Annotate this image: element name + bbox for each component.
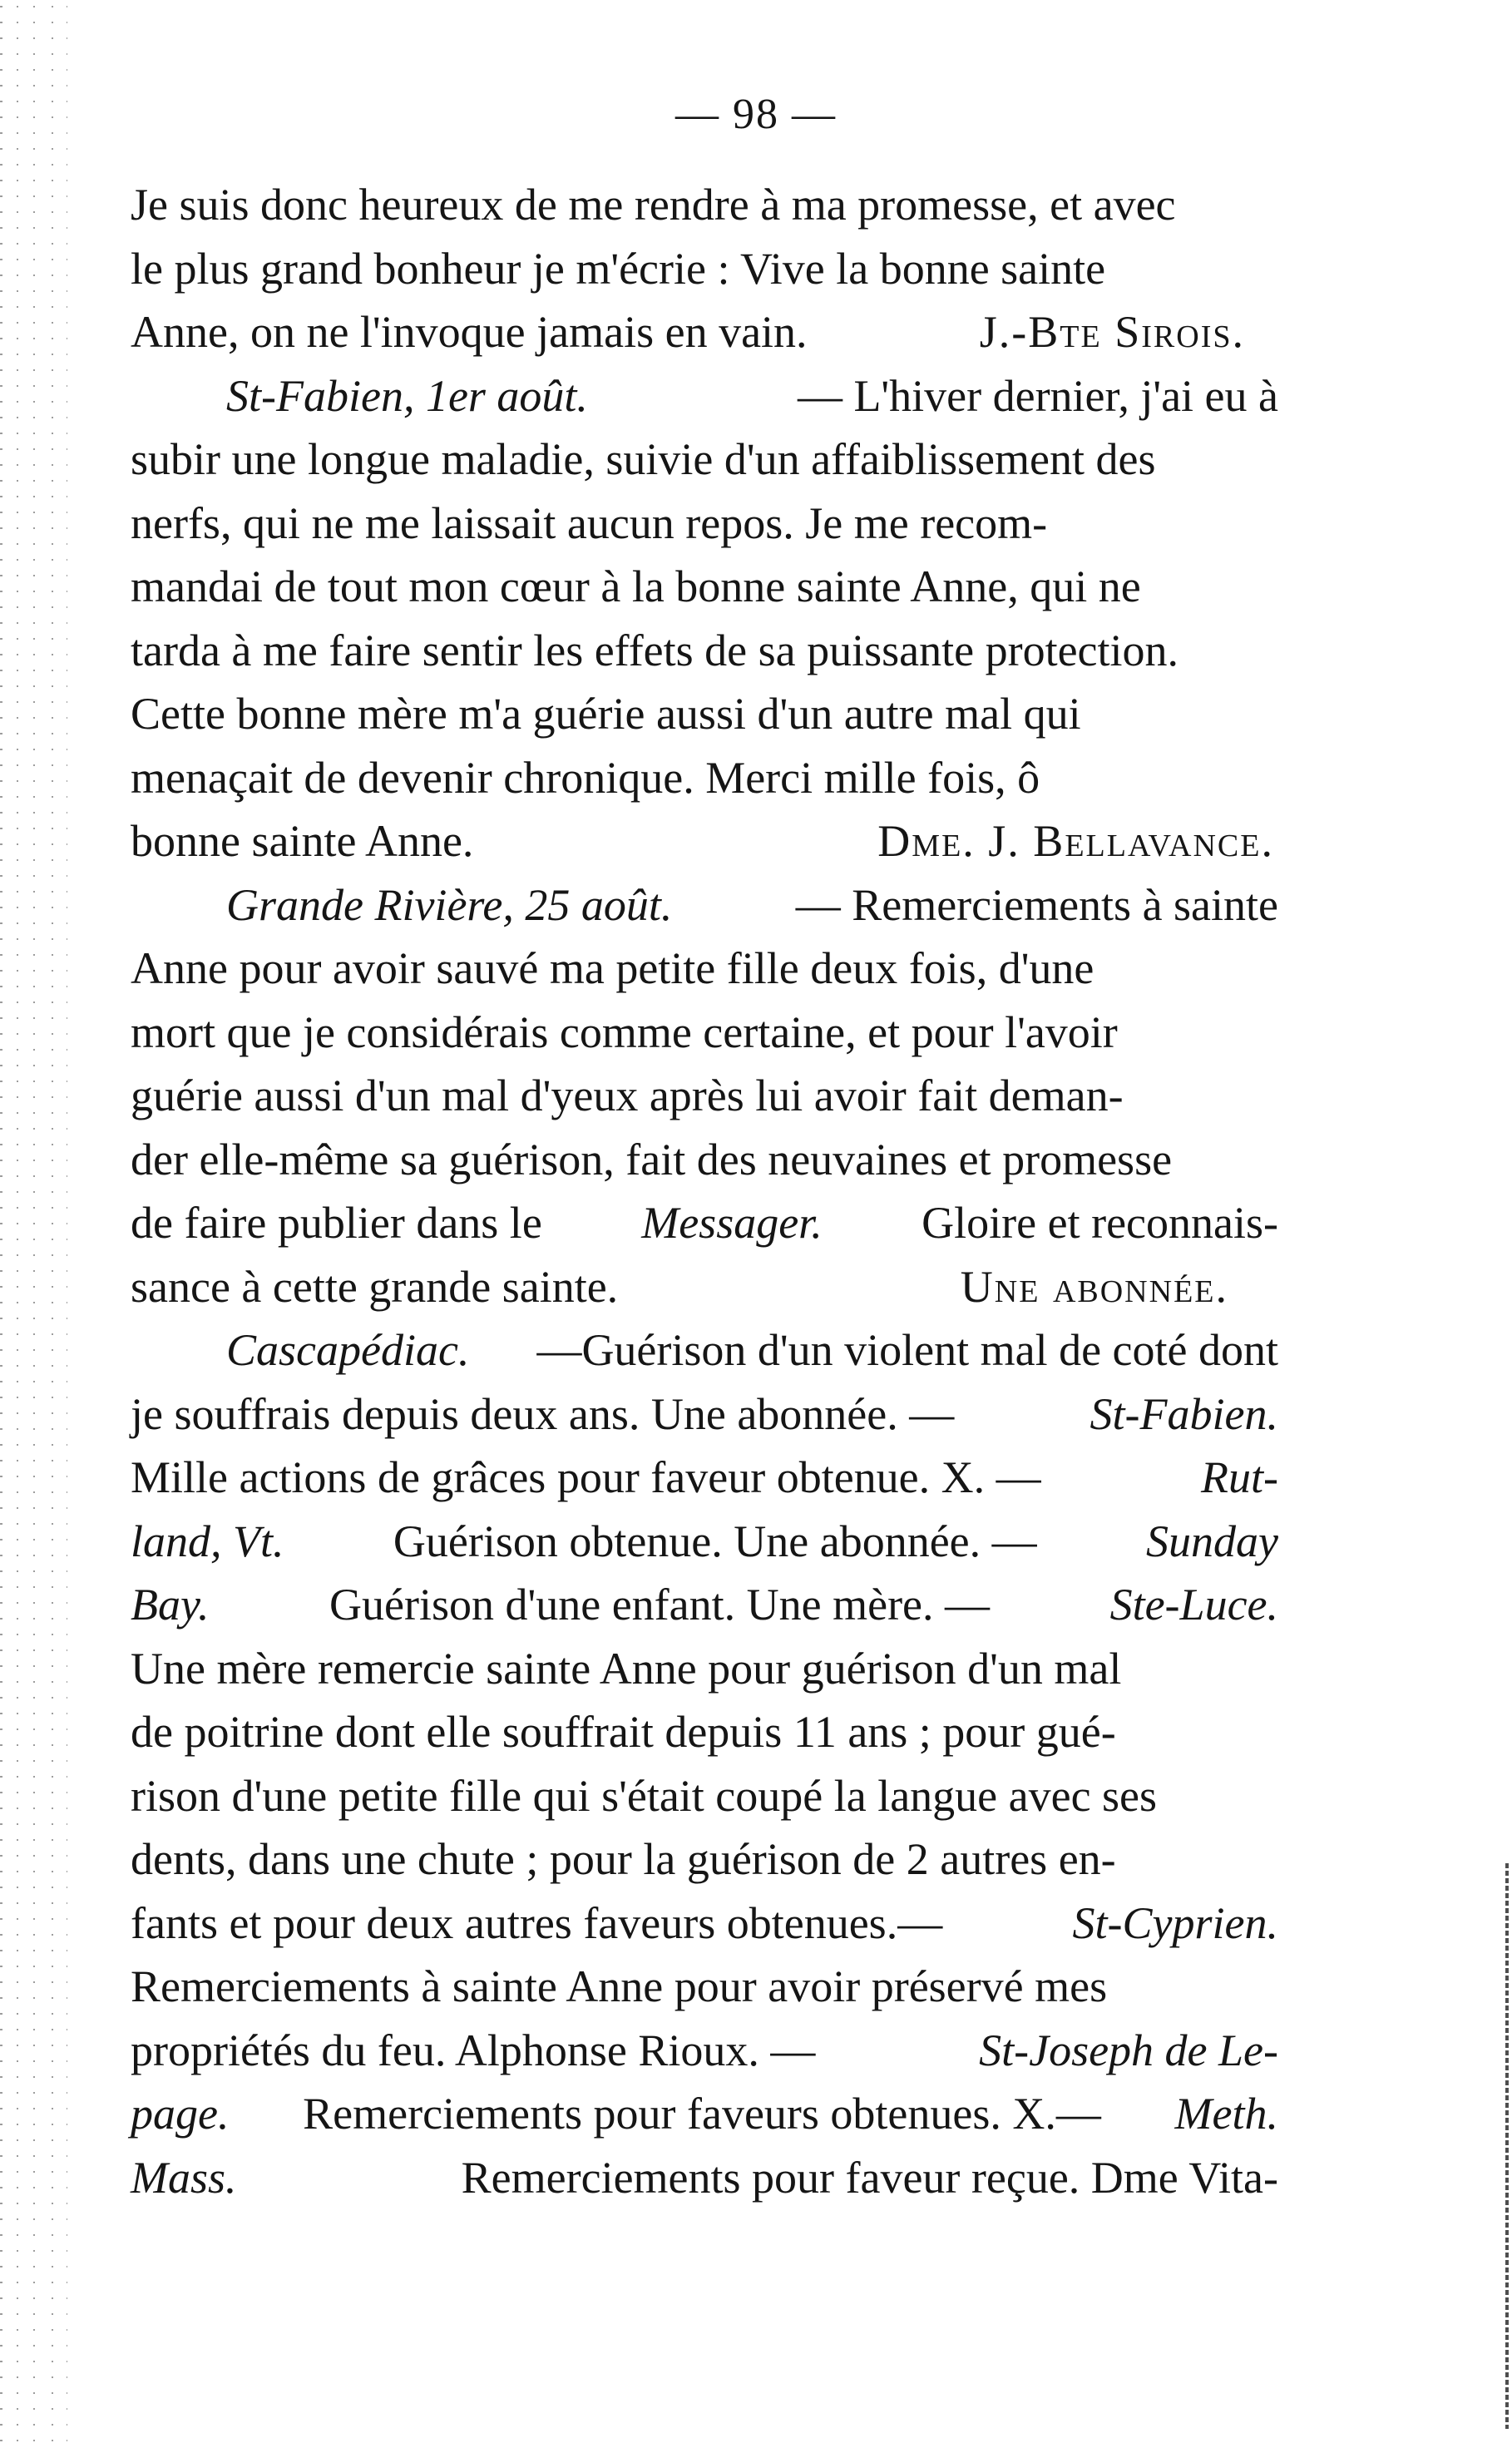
- text-run: Cette bonne mère m'a guérie aussi d'un autre mal qui: [131, 689, 1081, 739]
- text-line: [131, 1892, 1278, 1956]
- text-line: [131, 1573, 1278, 1637]
- text-run: fants et pour deux autres faveurs obtenues.—: [131, 1897, 943, 1948]
- text-run: Guérison obtenue. Une abonnée. —: [393, 1516, 1037, 1566]
- text-line: [131, 2082, 1278, 2146]
- text-run: —Guérison d'un violent mal de coté dont: [536, 1325, 1278, 1375]
- place-date: Grande Rivière, 25 août.: [226, 879, 673, 930]
- text-line: [131, 1382, 1278, 1447]
- text-run: — Remerciements à sainte: [795, 879, 1278, 930]
- text-line: [131, 746, 1278, 810]
- text-line: [131, 873, 1278, 937]
- text-line: [131, 809, 1278, 873]
- text-run: subir une longue maladie, suivie d'un affaiblissement des: [131, 434, 1156, 484]
- text-line: [131, 1064, 1278, 1128]
- text-line: [131, 1446, 1278, 1510]
- signature: Dme. J. Bellavance.: [877, 816, 1274, 866]
- text-line: [131, 1318, 1278, 1382]
- text-line: [131, 1955, 1278, 2019]
- text-run: Remerciements à sainte Anne pour avoir préservé mes: [131, 1961, 1108, 2011]
- signature: J.-Bte Sirois.: [979, 307, 1245, 357]
- text-run: propriétés du feu. Alphonse Rioux. —: [131, 2025, 816, 2075]
- text-run: — L'hiver dernier, j'ai eu à: [797, 370, 1278, 421]
- text-run: Remerciements pour faveurs obtenues. X.—: [303, 2089, 1101, 2139]
- text-line: [131, 492, 1278, 556]
- text-line: [131, 1637, 1278, 1701]
- text-line: [131, 1191, 1278, 1255]
- body-text: [131, 173, 1278, 2209]
- text-run: Guérison d'une enfant. Une mère. —: [329, 1580, 991, 1630]
- text-line: [131, 937, 1278, 1001]
- scan-binding-edge: [0, 0, 79, 2448]
- text-run: guérie aussi d'un mal d'yeux après lui avoir fait deman-: [131, 1071, 1124, 1120]
- text-run: bonne sainte Anne.: [131, 816, 474, 866]
- place-name: Rut-: [1201, 1452, 1278, 1502]
- text-run: Anne, on ne l'invoque jamais en vain.: [131, 307, 808, 357]
- place-name: St-Fabien.: [1090, 1388, 1278, 1439]
- text-line: [131, 364, 1278, 428]
- text-line: [131, 1255, 1278, 1319]
- page-number: — 98 —: [675, 91, 837, 138]
- place-date: St-Fabien, 1er août.: [226, 370, 588, 421]
- text-run: nerfs, qui ne me laissait aucun repos. Je me recom-: [131, 497, 1048, 548]
- text-run: menaçait de devenir chronique. Merci mille fois, ô: [131, 752, 1040, 803]
- place-name: St-Cyprien.: [1072, 1897, 1278, 1948]
- text-run: Anne pour avoir sauvé ma petite fille deux fois, d'une: [131, 943, 1094, 993]
- text-line: [131, 1764, 1278, 1828]
- text-run: je souffrais depuis deux ans. Une abonnée. —: [131, 1388, 955, 1439]
- place-name: Ste-Luce.: [1109, 1580, 1278, 1630]
- text-run: Une mère remercie sainte Anne pour guérison d'un mal: [131, 1643, 1122, 1694]
- place-name: Meth.: [1174, 2089, 1278, 2139]
- text-run: dents, dans une chute ; pour la guérison de 2 autres en-: [131, 1834, 1116, 1884]
- place-name: land, Vt.: [131, 1516, 284, 1566]
- text-run: de poitrine dont elle souffrait depuis 11 ans ; pour gué-: [131, 1707, 1116, 1757]
- text-line: [131, 300, 1278, 364]
- text-line: [131, 555, 1278, 619]
- place-name: page.: [131, 2089, 230, 2139]
- text-line: [131, 1700, 1278, 1764]
- text-run: rison d'une petite fille qui s'était coupé la langue avec ses: [131, 1770, 1158, 1821]
- text-line: [131, 237, 1278, 301]
- text-line: [131, 2146, 1278, 2210]
- text-line: [131, 173, 1278, 237]
- text-run: le plus grand bonheur je m'écrie : Vive la bonne sainte: [131, 243, 1106, 294]
- place-name: Cascapédiac.: [226, 1325, 470, 1375]
- text-line: [131, 619, 1278, 683]
- text-run: Remerciements pour faveur reçue. Dme Vita-: [461, 2152, 1278, 2203]
- text-run: mandai de tout mon cœur à la bonne sainte Anne, qui ne: [131, 561, 1141, 611]
- text-line: [131, 1510, 1278, 1574]
- text-run: Gloire et reconnais-: [922, 1198, 1278, 1248]
- text-run: Mille actions de grâces pour faveur obtenue. X. —: [131, 1452, 1041, 1502]
- text-line: [131, 682, 1278, 746]
- signature: Une abonnée.: [960, 1261, 1228, 1312]
- place-name: Bay.: [131, 1580, 210, 1630]
- place-name: Sunday: [1146, 1516, 1278, 1566]
- publication-title: Messager.: [641, 1198, 823, 1248]
- scan-right-edge: [1505, 1863, 1509, 2429]
- place-name: Mass.: [131, 2152, 237, 2203]
- text-run: sance à cette grande sainte.: [131, 1261, 619, 1312]
- text-run: der elle-même sa guérison, fait des neuvaines et promesse: [131, 1134, 1173, 1184]
- text-line: [131, 1827, 1278, 1892]
- text-run: mort que je considérais comme certaine, et pour l'avoir: [131, 1006, 1118, 1057]
- text-line: [131, 1128, 1278, 1192]
- place-name: St-Joseph de Le-: [979, 2025, 1278, 2075]
- text-line: [131, 428, 1278, 492]
- text-run: Je suis donc heureux de me rendre à ma promesse, et avec: [131, 180, 1176, 230]
- text-run: tarda à me faire sentir les effets de sa puissante protection.: [131, 625, 1179, 675]
- text-run: de faire publier dans le: [131, 1198, 542, 1248]
- text-line: [131, 1001, 1278, 1065]
- text-line: [131, 2019, 1278, 2083]
